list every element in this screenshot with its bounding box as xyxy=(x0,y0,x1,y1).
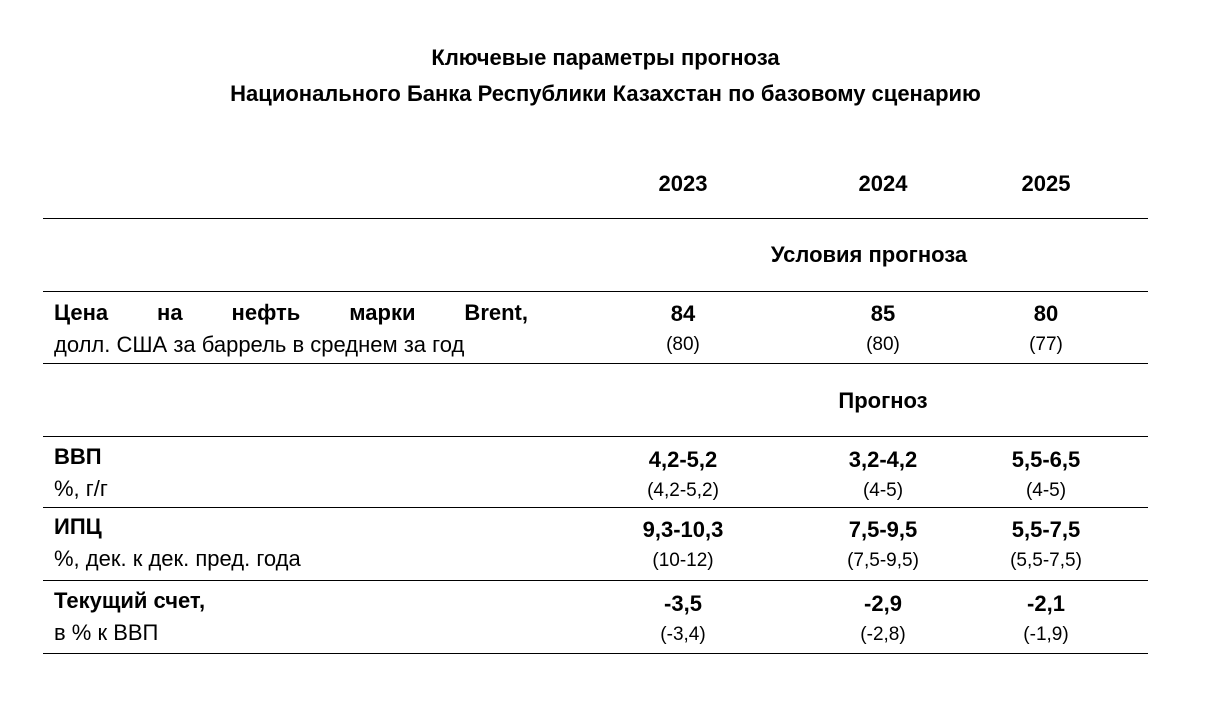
table-divider xyxy=(43,291,1148,292)
previous-value: (5,5-7,5) xyxy=(1010,550,1082,571)
previous-value: (4,2-5,2) xyxy=(647,480,719,501)
forecast-value: 80 xyxy=(1033,301,1059,326)
row-title: ВВП xyxy=(54,444,102,469)
section-forecast-heading: Прогноз xyxy=(838,388,928,413)
previous-value: (4-5) xyxy=(1025,480,1067,501)
row-unit: %, дек. к дек. пред. года xyxy=(54,546,301,571)
forecast-value: -2,1 xyxy=(1027,591,1065,616)
cell-current-account-2025 xyxy=(966,588,1126,650)
previous-value: (4-5) xyxy=(862,480,904,501)
table-divider xyxy=(43,507,1148,508)
previous-value: (-3,4) xyxy=(660,624,706,645)
forecast-value: 84 xyxy=(670,301,696,326)
row-unit: в % к ВВП xyxy=(54,620,159,645)
cell-current-account-2024 xyxy=(803,588,963,650)
row-title: ИПЦ xyxy=(54,514,102,539)
previous-value: (-1,9) xyxy=(1023,624,1069,645)
cell-current-account-2023 xyxy=(603,588,763,650)
table-divider xyxy=(43,363,1148,364)
previous-value: (10-12) xyxy=(652,550,714,571)
row-unit: %, г/г xyxy=(54,476,108,501)
row-title: Текущий счет, xyxy=(54,588,206,613)
cell-cpi-2024 xyxy=(803,514,963,576)
cell-gdp-2023 xyxy=(603,444,763,506)
year-header-2025: 2025 xyxy=(1021,171,1071,196)
cell-brent-2023 xyxy=(603,298,763,360)
year-header-2024: 2024 xyxy=(858,171,908,196)
row-title: Цена на нефть марки Brent, xyxy=(54,300,528,325)
row-unit: долл. США за баррель в среднем за год xyxy=(54,332,465,357)
cell-brent-2024 xyxy=(803,298,963,360)
cell-cpi-2023 xyxy=(603,514,763,576)
title-line-1: Ключевые параметры прогноза xyxy=(431,45,780,70)
forecast-value: 5,5-6,5 xyxy=(1011,447,1081,472)
forecast-value: -2,9 xyxy=(864,591,902,616)
section-conditions-heading: Условия прогноза xyxy=(770,242,968,267)
title-line-2: Национального Банка Республики Казахстан по базовому сценарию xyxy=(230,81,981,106)
row-label-brent xyxy=(54,297,528,361)
row-label-gdp xyxy=(54,441,528,505)
forecast-value: 4,2-5,2 xyxy=(648,447,718,472)
cell-brent-2025 xyxy=(966,298,1126,360)
cell-gdp-2025 xyxy=(966,444,1126,506)
forecast-value: 7,5-9,5 xyxy=(848,517,918,542)
year-header-2023: 2023 xyxy=(658,171,708,196)
forecast-value: 85 xyxy=(870,301,896,326)
previous-value: (7,5-9,5) xyxy=(847,550,919,571)
cell-cpi-2025 xyxy=(966,514,1126,576)
forecast-value: 9,3-10,3 xyxy=(642,517,724,542)
table-divider xyxy=(43,580,1148,581)
forecast-value: 3,2-4,2 xyxy=(848,447,918,472)
previous-value: (77) xyxy=(1029,334,1063,355)
row-label-current-account xyxy=(54,585,528,649)
forecast-value: 5,5-7,5 xyxy=(1011,517,1081,542)
cell-gdp-2024 xyxy=(803,444,963,506)
previous-value: (80) xyxy=(666,334,700,355)
previous-value: (80) xyxy=(866,334,900,355)
table-divider xyxy=(43,436,1148,437)
table-divider xyxy=(43,218,1148,219)
table-divider xyxy=(43,653,1148,654)
previous-value: (-2,8) xyxy=(860,624,906,645)
forecast-value: -3,5 xyxy=(664,591,702,616)
row-label-cpi xyxy=(54,511,528,575)
